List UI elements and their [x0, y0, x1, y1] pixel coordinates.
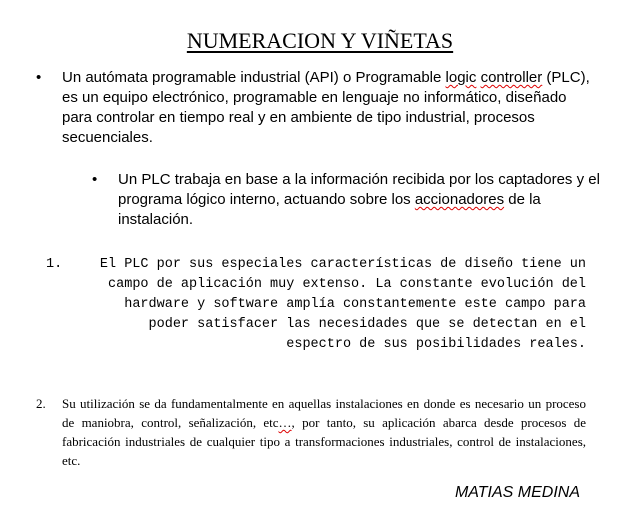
- title-text: NUMERACION Y VIÑETAS: [186, 28, 454, 53]
- spell-flag-etc: …: [278, 415, 292, 430]
- author-name: MATIAS MEDINA: [454, 484, 580, 501]
- text-line: poder satisfacer las necesidades que se detectan en el: [148, 317, 586, 332]
- text-line: espectro de sus posibilidades reales.: [286, 337, 586, 352]
- bullet-text: Un PLC trabaja en base a la información recibida por los captadores y el programa lógico interno, actuando sobre los accionadores de la instalación.: [118, 171, 600, 228]
- spell-flag-logic: logic: [445, 69, 477, 86]
- spell-flag-accionadores: accionadores: [414, 191, 505, 208]
- text-line: campo de aplicación muy extenso. La constante evolución del: [108, 277, 586, 292]
- text-line: hardware y software amplía constantemente este campo para: [124, 297, 586, 312]
- document-title: [0, 27, 640, 55]
- spell-flag-controller: controller: [480, 69, 543, 86]
- list-number: 1.: [46, 257, 63, 272]
- bullet-marker: •: [36, 69, 42, 86]
- bullet-text: Un autómata programable industrial (API) o Programable logic controller (PLC), es un equipo electrónico, programable en lenguaje no informático, diseñado para controlar en tiempo real y en ambiente de tipo industrial, procesos secuenciales.: [62, 69, 590, 146]
- numbered-item-1: [46, 255, 586, 355]
- numbered-text: [76, 255, 586, 355]
- bullet-item-plc-definition: [36, 68, 596, 148]
- bullet-marker: •: [92, 171, 98, 188]
- bullet-item-plc-operation: [92, 170, 602, 230]
- numbered-text: Su utilización se da fundamentalmente en aquellas instalaciones en donde es necesario un proceso de maniobra, control, señalización, etc…, por tanto, su aplicación abarca desde procesos de fabricación industriales de cualquier tipo a transformaciones industriales, control de instalaciones, etc.: [62, 396, 586, 468]
- text-line: El PLC por sus especiales características de diseño tiene un: [99, 257, 586, 272]
- list-number: 2.: [36, 396, 46, 411]
- numbered-item-2: [36, 394, 586, 470]
